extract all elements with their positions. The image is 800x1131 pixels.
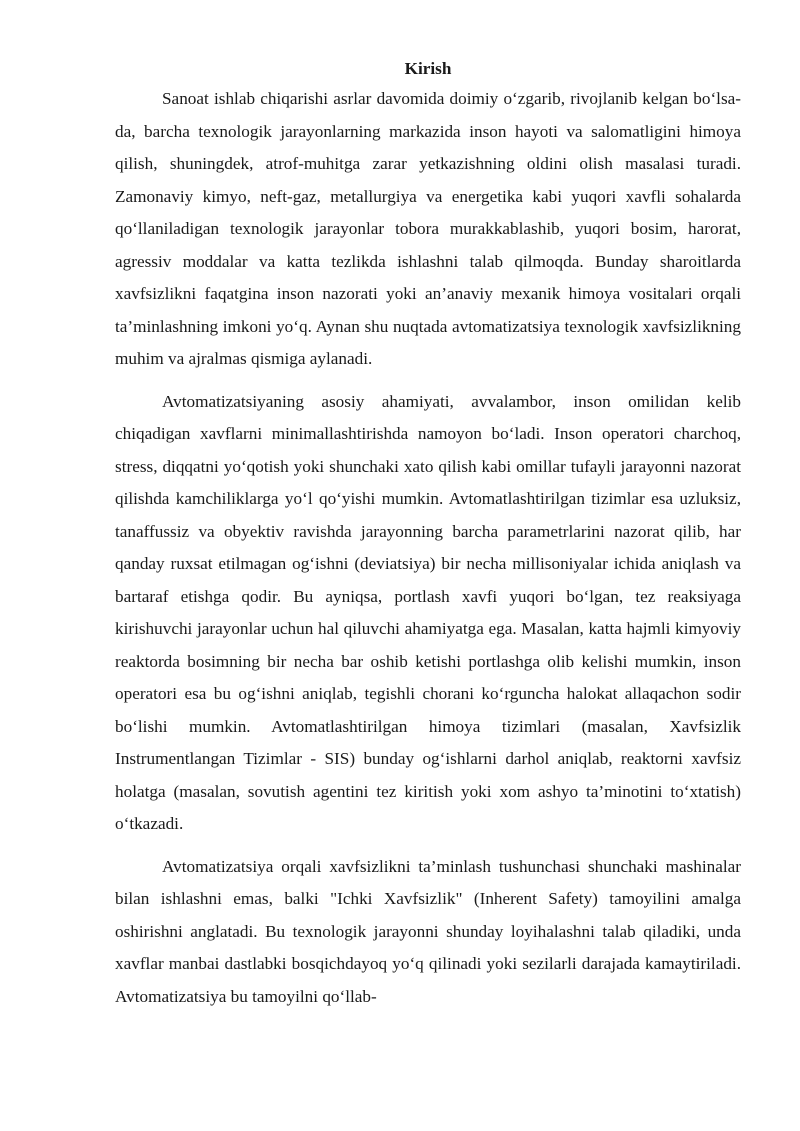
paragraph-3: Avtomatizatsiya orqali xavfsizlikni ta’minlash tushunchasi shunchaki mashinalar bilan ishlashni emas, balki "Ichki Xavfsizlik" (Inherent Safety) tamoyilini amalga oshirishni anglatadi. Bu texnologik jarayonni shunday loyihalashni talab qiladiki, unda xavflar manbai dastlabki bosqichdayoq yo‘q qilinadi yoki sezilarli darajada kamaytiriladi. Avtomatizatsiya bu tamoyilni qo‘llab- (115, 856, 741, 1006)
paragraph-2: Avtomatizatsiyaning asosiy ahamiyati, avvalambor, inson omilidan kelib chiqadigan xavflarni minimallashtirishda namoyon bo‘ladi. Inson operatori charchoq, stress, diqqatni yo‘qotish yoki shunchaki xato qilish kabi omillar tufayli jarayonni nazorat qilishda kamchiliklarga yo‘l qo‘yishi mumkin. Avtomatlashtirilgan tizimlar esa uzluksiz, tanaffussiz va obyektiv ravishda jarayonning barcha parametrlarini nazorat qilib, har qanday ruxsat etilmagan og‘ishni (deviatsiya) bir necha millisoniyalar ichida aniqlash va bartaraf etishga qodir. Bu ayniqsa, portlash xavfi yuqori bo‘lgan, tez reaksiyaga kirishuvchi jarayonlar uchun hal qiluvchi ahamiyatga ega. Masalan, katta hajmli kimyoviy reaktorda bosimning bir necha bar oshib ketishi portlashga olib kelishi mumkin, inson operatori esa bu og‘ishni aniqlab, tegishli chorani ko‘rguncha halokat allaqachon sodir bo‘lishi mumkin. Avtomatlashtirilgan himoya tizimlari (masalan, Xavfsizlik Instrumentlangan Tizimlar - SIS) bunday og‘ishlarni darhol aniqlab, reaktorni xavfsiz holatga (masalan, sovutish agentini tez kiritish yoki xom ashyo ta’minotini to‘xtatish) o‘tkazadi. (115, 391, 741, 833)
page-title: Kirish (404, 59, 452, 78)
document-body (115, 55, 741, 1013)
paragraph-1: Sanoat ishlab chiqarishi asrlar davomida doimiy o‘zgarib, rivojlanib kelgan bo‘lsa-da, barcha texnologik jarayonlarning markazida inson hayoti va salomatligini himoya qilish, shuningdek, atrof-muhitga zarar yetkazishning oldini olish masalasi turadi. Zamonaviy kimyo, neft-gaz, metallurgiya va energetika kabi yuqori xavfli sohalarda qo‘llaniladigan texnologik jarayonlar tobora murakkablashib, yuqori bosim, harorat, agressiv moddalar va katta tezlikda ishlashni talab qilmoqda. Bunday sharoitlarda xavfsizlikni faqatgina inson nazorati yoki an’anaviy mexanik himoya vositalari orqali ta’minlashning imkoni yo‘q. Aynan shu nuqtada avtomatizatsiya texnologik xavfsizlikning muhim va ajralmas qismiga aylanadi. (115, 89, 741, 368)
